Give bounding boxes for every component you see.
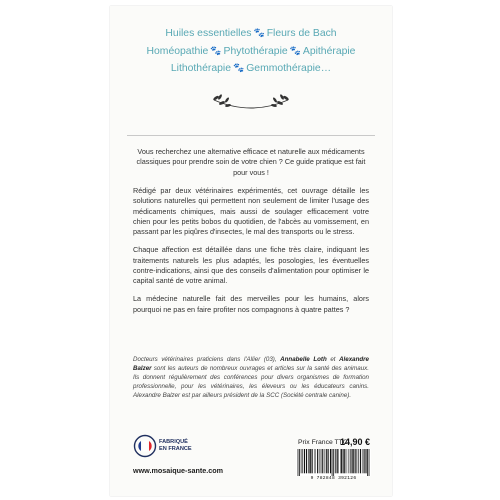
authors-bio-text: et: [330, 356, 336, 363]
description-paragraph: Chaque affection est détaillée dans une fiche très claire, indiquant les traitements naturels les plus adaptés, les posologies, les éventuelles contre-indications, ainsi que des conseils d'alimentation pour optimiser le capital santé de votre animal.: [133, 245, 369, 286]
description-block: [133, 147, 369, 323]
topic-label: Huiles essentielles: [165, 28, 252, 39]
topics-line-1: [110, 25, 392, 43]
closing-paragraph: La médecine naturelle fait des merveilles pour les humains, alors pourquoi ne pas en faire profiter nos compagnons à quatre pattes ?: [133, 294, 369, 314]
price-label: Prix France TTC: [298, 439, 348, 446]
paw-icon: 🐾: [232, 62, 245, 73]
section-divider: [127, 135, 375, 136]
topic-label: Phytothérapie: [223, 45, 288, 57]
badge-line: FABRIQUÉ: [159, 439, 188, 445]
paw-icon: 🐾: [253, 27, 265, 38]
author-name: Alexandre Balzer: [133, 356, 369, 373]
publisher-website: www.mosaique-sante.com: [133, 466, 223, 475]
topic-label: Lithothérapie: [170, 63, 231, 74]
intro-paragraph: Vous recherchez une alternative efficace et naturelle aux médicaments classiques pour prendre soin de votre chien ? Ce guide pratique est fait pour vous !: [136, 147, 366, 177]
topic-label: Apithérapie: [302, 45, 356, 57]
laurel-ornament-icon: [206, 94, 296, 114]
topics-line-2: [110, 43, 392, 61]
barcode-number: 9 782848 392126: [310, 476, 357, 481]
topic-label: Fleurs de Bach: [266, 28, 337, 39]
paw-icon: 🐾: [289, 45, 301, 55]
author-name: Annabelle Loth: [280, 356, 327, 363]
topic-label: Gemmothérapie…: [246, 63, 332, 74]
badge-line: EN FRANCE: [159, 445, 192, 452]
topics-line-3: [110, 60, 392, 78]
book-back-cover: [110, 6, 392, 496]
made-in-france-label: [159, 439, 192, 452]
paw-icon: 🐾: [210, 45, 222, 55]
topic-label: Homéopathie: [146, 45, 209, 57]
authors-bio: [133, 355, 369, 400]
barcode-icon: [296, 449, 371, 476]
price-value: 14,90 €: [340, 437, 371, 447]
authors-bio-text: sont les auteurs de nombreux ouvrages et articles sur la santé des animaux. Ils donnent régulièrement des conférences pour divers organismes de formation professionnelle, pour les vétérinaires, les éleveurs ou les éducateurs canins. Alexandre Balzer est par ailleurs président de la SCC (Société centrale canine).: [133, 365, 369, 400]
description-paragraph: Rédigé par deux vétérinaires expérimentés, cet ouvrage détaille les solutions naturelles qui permettent non seulement de limiter l'usage des médicaments chimiques, mais aussi de soulager efficacement votre chien pour les petits bobos du quotidien, de l'abcès au vomissement, en passant par les piqûres d'insectes, le mal des transports ou le stress.: [133, 185, 369, 237]
authors-bio-text: Docteurs vétérinaires praticiens dans l'Allier (03),: [133, 356, 277, 363]
topics-list: [110, 25, 392, 78]
